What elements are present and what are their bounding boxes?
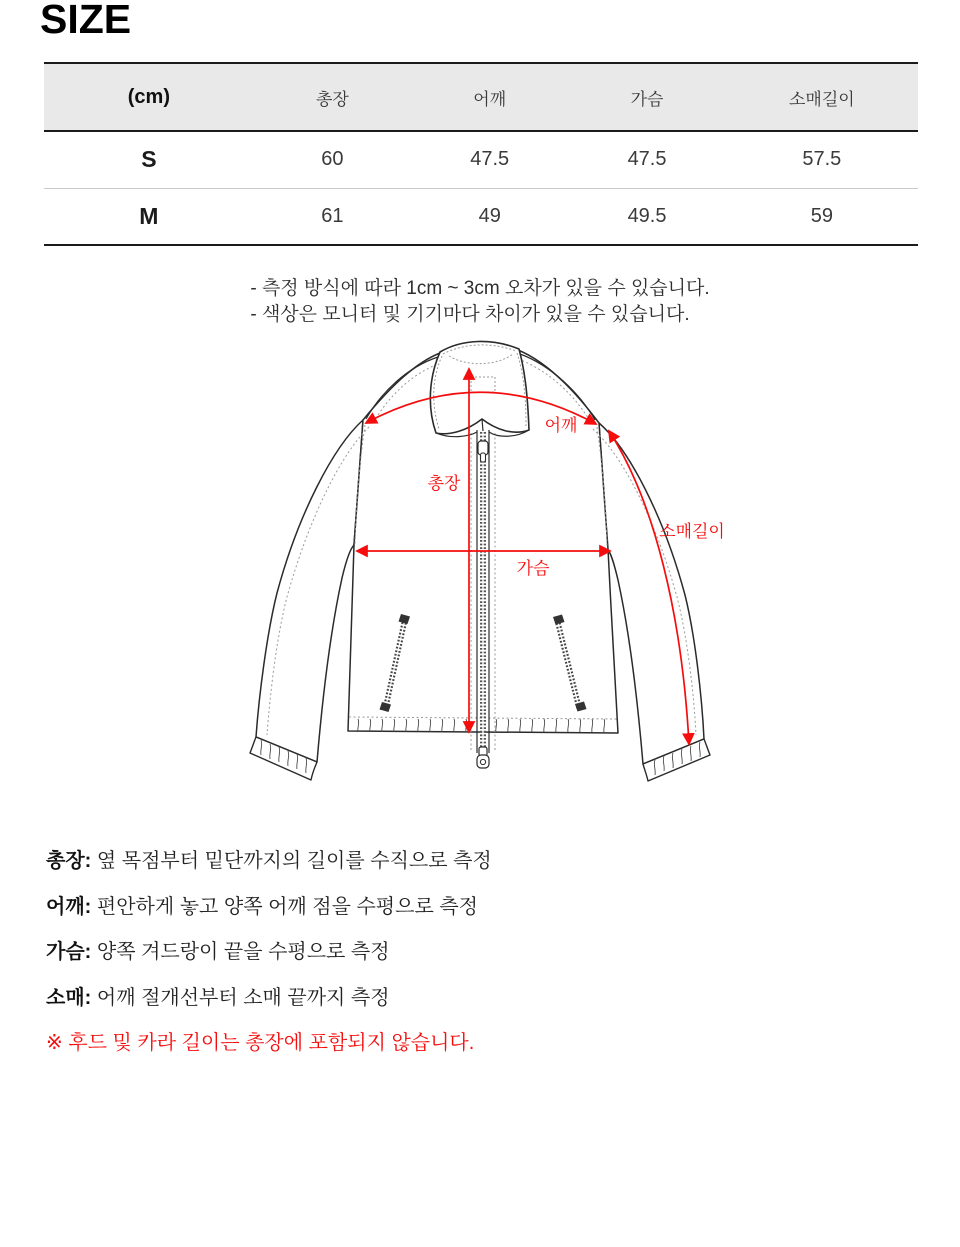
notes-block [0,276,960,328]
value-m-length: 61 [321,204,344,227]
size-table-header-row [44,63,918,131]
value-s-sleeve: 57.5 [802,148,842,171]
table-header-shoulder: 어깨 [411,63,568,131]
diagram-label-shoulder: 어깨 [544,416,578,435]
size-label-s: S [141,146,157,173]
hood-collar-warning: ※ 후드 및 카라 길이는 총장에 포함되지 않습니다. [46,1032,475,1055]
measuring-guide [46,836,492,1064]
value-s-length: 60 [321,148,344,171]
value-m-chest: 49.5 [627,204,667,227]
guide-chest: 가슴: 양쪽 겨드랑이 끝을 수평으로 측정 [46,941,390,964]
guide-length: 총장: 옆 목점부터 밑단까지의 길이를 수직으로 측정 [46,850,492,873]
size-label-m: M [139,202,159,229]
jacket-measurement-diagram [230,335,740,795]
table-header-length: 총장 [254,63,411,131]
guide-shoulder: 어깨: 편안하게 놓고 양쪽 어깨 점을 수평으로 측정 [46,895,478,918]
diagram-label-chest: 가슴 [516,559,550,578]
table-row [44,131,918,188]
value-s-chest: 47.5 [627,148,667,171]
table-row [44,188,918,245]
value-m-shoulder: 49 [478,204,501,227]
size-table [44,62,918,246]
table-header-chest: 가슴 [568,63,725,131]
value-s-shoulder: 47.5 [470,148,510,171]
guide-sleeve: 소매: 어깨 절개선부터 소매 끝까지 측정 [46,986,390,1009]
diagram-label-length: 총장 [427,474,461,493]
value-m-sleeve: 59 [810,204,833,227]
diagram-label-sleeve: 소매길이 [659,522,725,541]
note-color: - 색상은 모니터 및 기기마다 차이가 있을 수 있습니다. [250,304,690,325]
table-header-sleeve: 소매길이 [726,63,918,131]
note-tolerance: - 측정 방식에 따라 1cm ~ 3cm 오차가 있을 수 있습니다. [250,278,710,299]
page-title: SIZE [40,0,132,42]
table-header-unit: (cm) [44,63,254,131]
